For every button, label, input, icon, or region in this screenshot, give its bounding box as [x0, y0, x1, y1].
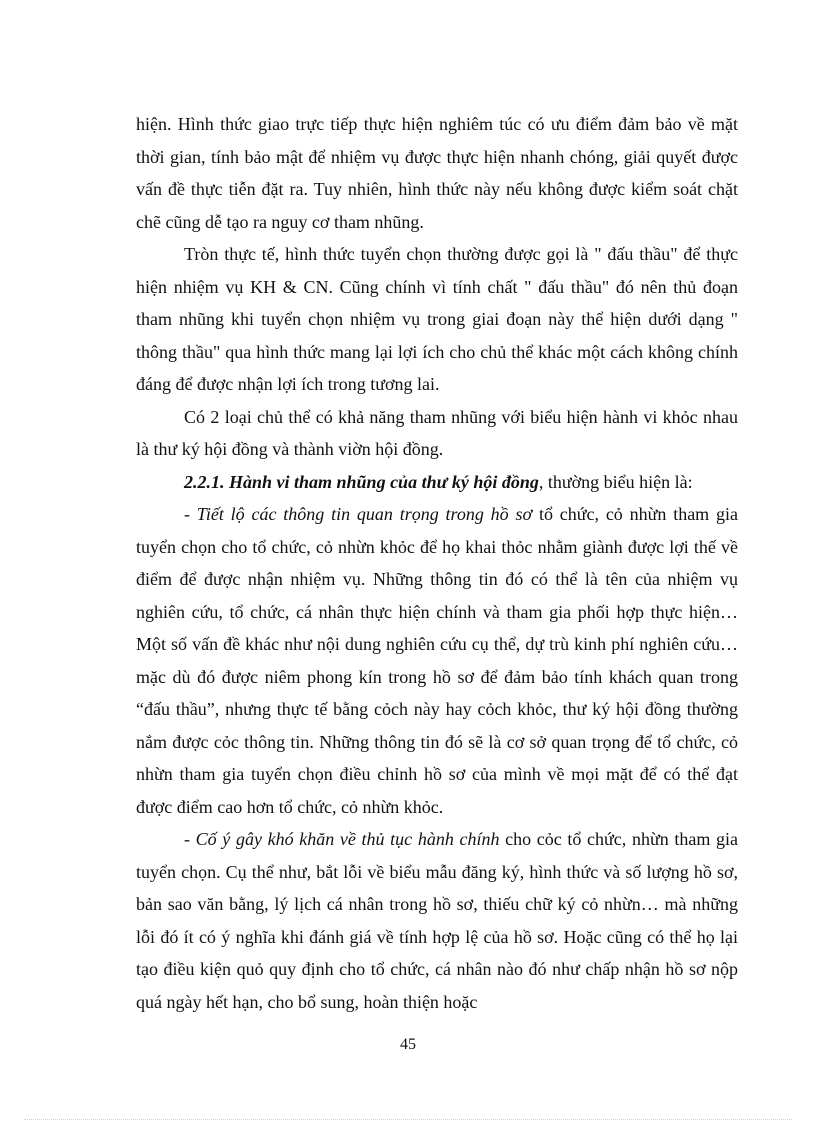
paragraph-4-text: , thường biểu hiện là:: [538, 471, 693, 492]
paragraph-4: [136, 466, 738, 499]
paragraph-5: [136, 498, 738, 823]
paragraph-2-text: Tròn thực tế, hình thức tuyển chọn thường được gọi là " đấu thầu" để thực hiện nhiệm vụ KH & CN. Cũng chính vì tính chất " đấu thầu" đó nên thủ đoạn tham nhũng khi tuyển chọn nhiệm vụ trong giai đoạn này thể hiện dưới dạng " thông thầu" qua hình thức mang lại lợi ích cho chủ thể khác một cách không chính đáng để được nhận lợi ích trong tương lai.: [136, 244, 738, 394]
paragraph-6-lead: - Cố ý gây khó khăn về thủ tục hành chính: [184, 829, 500, 849]
paragraph-3: [136, 401, 738, 466]
paragraph-5-lead: - Tiết lộ các thông tin quan trọng trong hồ sơ: [184, 504, 533, 524]
paragraph-6-text: cho cỏc tổ chức, nhừn tham gia tuyển chọn. Cụ thể như, bắt lỗi về biểu mẫu đăng ký, hình thức và số lượng hồ sơ, bản sao văn bằng, lý lịch cá nhân trong hồ sơ, thiếu chữ ký cỏ nhừn… mà những lỗi đó ít có ý nghĩa khi đánh giá về tính hợp lệ của hồ sơ. Hoặc cũng có thể họ lại tạo điều kiện quỏ quy định cho tổ chức, cá nhân nào đó như chấp nhận hồ sơ nộp quá ngày hết hạn, cho bổ sung, hoàn thiện hoặc: [136, 829, 738, 1012]
paragraph-6: [136, 823, 738, 1018]
section-heading: 2.2.1. Hành vi tham nhũng của thư ký hội đồng: [184, 471, 539, 492]
body-text: [136, 108, 738, 1018]
footer-divider: [24, 1119, 792, 1120]
paragraph-1-text: hiện. Hình thức giao trực tiếp thực hiện nghiêm túc có ưu điểm đảm bảo về mặt thời gian, tính bảo mật để nhiệm vụ được thực hiện nhanh chóng, giải quyết được vấn đề thực tiễn đặt ra. Tuy nhiên, hình thức này nếu không được kiểm soát chặt chẽ cũng dễ tạo ra nguy cơ tham nhũng.: [136, 114, 738, 232]
paragraph-3-text: Có 2 loại chủ thể có khả năng tham nhũng với biểu hiện hành vi khỏc nhau là thư ký hội đồng và thành viờn hội đồng.: [136, 406, 738, 459]
paragraph-1: [136, 108, 738, 238]
paragraph-2: [136, 238, 738, 401]
page-number: 45: [400, 1036, 416, 1053]
paragraph-5-text: tổ chức, cỏ nhừn tham gia tuyển chọn cho tổ chức, cỏ nhừn khỏc để họ khai thỏc nhằm giành được lợi thế về điểm để được nhận nhiệm vụ. Những thông tin đó có thể là tên của nhiệm vụ nghiên cứu, tổ chức, cá nhân thực hiện chính và tham gia phối hợp thực hiện… Một số vấn đề khác như nội dung nghiên cứu cụ thể, dự trù kinh phí nghiên cứu… mặc dù đó được niêm phong kín trong hồ sơ để đảm bảo tính khách quan trong “đấu thầu”, nhưng thực tế bằng cỏch này hay cỏch khỏc, thư ký hội đồng thường nắm được cỏc thông tin. Những thông tin đó sẽ là cơ sở quan trọng để tổ chức, cỏ nhừn tham gia tuyển chọn điều chỉnh hồ sơ của mình về mọi mặt để có thể đạt được điểm cao hơn tổ chức, cỏ nhừn khỏc.: [136, 504, 738, 817]
